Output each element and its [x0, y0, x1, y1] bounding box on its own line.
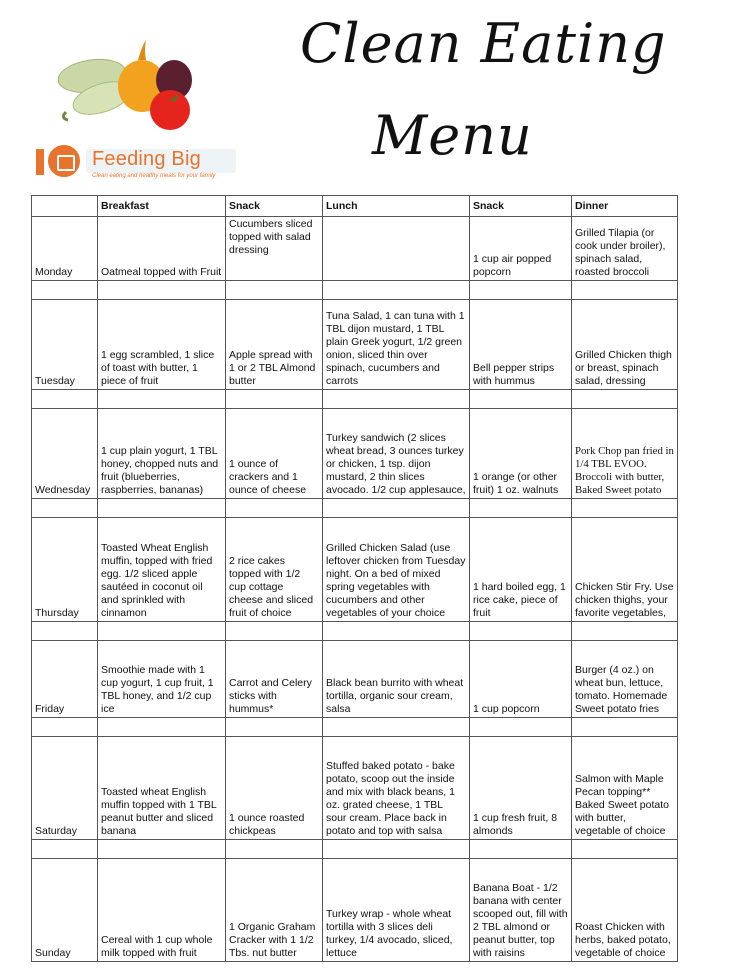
spacer-row [32, 281, 678, 300]
snack2-cell: 1 orange (or other fruit) 1 oz. walnuts [470, 409, 572, 499]
page-title-line2: Menu [372, 104, 533, 167]
brand-fork-icon [36, 149, 44, 175]
snack1-cell: 1 ounce of crackers and 1 ounce of cheese [226, 409, 323, 499]
snack2-cell: Bell pepper strips with hummus [470, 300, 572, 390]
snack1-cell: Apple spread with 1 or 2 TBL Almond butter [226, 300, 323, 390]
snack1-cell: 2 rice cakes topped with 1/2 cup cottage cheese and sliced fruit of choice [226, 518, 323, 622]
brand-tagline: Clean eating and healthy meals for your family [92, 173, 216, 179]
vegetables-illustration [52, 34, 212, 134]
header-lunch: Lunch [323, 196, 470, 217]
header-day [32, 196, 98, 217]
brand-name: Feeding Big [92, 148, 201, 170]
tomato-icon [150, 90, 190, 130]
dinner-cell: Grilled Chicken thigh or breast, spinach salad, dressing [572, 300, 678, 390]
lunch-cell: Turkey wrap - whole wheat tortilla with 3 slices deli turkey, 1/4 avocado, sliced, lettuce [323, 859, 470, 962]
snack1-cell: Cucumbers sliced topped with salad dressing [226, 217, 323, 281]
breakfast-cell: Toasted Wheat English muffin, topped with fried egg. 1/2 sliced apple sautéed in coconut oil and sprinkled with cinnamon [98, 518, 226, 622]
lunch-cell [323, 217, 470, 281]
dinner-cell: Grilled Tilapia (or cook under broiler), spinach salad, roasted broccoli [572, 217, 678, 281]
dinner-cell: Chicken Stir Fry. Use chicken thighs, your favorite vegetables, [572, 518, 678, 622]
breakfast-cell: Cereal with 1 cup whole milk topped with fruit [98, 859, 226, 962]
day-cell: Wednesday [32, 409, 98, 499]
spacer-row [32, 390, 678, 409]
dinner-cell: Burger (4 oz.) on wheat bun, lettuce, tomato. Homemade Sweet potato fries [572, 641, 678, 718]
table-header-row [32, 196, 678, 217]
brand-house-icon [48, 145, 80, 177]
breakfast-cell: Toasted wheat English muffin topped with 1 TBL peanut butter and sliced banana [98, 737, 226, 840]
day-cell: Saturday [32, 737, 98, 840]
lunch-cell: Turkey sandwich (2 slices wheat bread, 3 ounces turkey or chicken, 1 tsp. dijon mustard, 2 thin slices avocado. 1/2 cup applesauce, [323, 409, 470, 499]
header-snack-1: Snack [226, 196, 323, 217]
snack2-cell: 1 cup air popped popcorn [470, 217, 572, 281]
spacer-row [32, 499, 678, 518]
spacer-row [32, 718, 678, 737]
day-cell: Friday [32, 641, 98, 718]
breakfast-cell: 1 cup plain yogurt, 1 TBL honey, chopped nuts and fruit (blueberries, raspberries, bananas) [98, 409, 226, 499]
day-cell: Thursday [32, 518, 98, 622]
table-row [32, 641, 678, 718]
day-cell: Tuesday [32, 300, 98, 390]
snack1-cell: 1 Organic Graham Cracker with 1 1/2 Tbs. nut butter [226, 859, 323, 962]
header-breakfast: Breakfast [98, 196, 226, 217]
lunch-cell: Tuna Salad, 1 can tuna with 1 TBL dijon mustard, 1 TBL plain Greek yogurt, 1/2 green onion, sliced thin over spinach, cucumbers and carrots [323, 300, 470, 390]
table-row [32, 518, 678, 622]
header-snack-2: Snack [470, 196, 572, 217]
spacer-row [32, 622, 678, 641]
day-cell: Monday [32, 217, 98, 281]
lunch-cell: Black bean burrito with wheat tortilla, organic sour cream, salsa [323, 641, 470, 718]
snack1-cell: Carrot and Celery sticks with hummus* [226, 641, 323, 718]
day-cell: Sunday [32, 859, 98, 962]
dinner-cell: Salmon with Maple Pecan topping** Baked Sweet potato with butter, vegetable of choice [572, 737, 678, 840]
snack1-cell: 1 ounce roasted chickpeas [226, 737, 323, 840]
brand-logo [36, 145, 226, 181]
breakfast-cell: Smoothie made with 1 cup yogurt, 1 cup fruit, 1 TBL honey, and 1/2 cup ice [98, 641, 226, 718]
header-dinner: Dinner [572, 196, 678, 217]
table-row [32, 300, 678, 390]
snack2-cell: Banana Boat - 1/2 banana with center scooped out, fill with 2 TBL almond or peanut butter, top with raisins [470, 859, 572, 962]
table-row [32, 217, 678, 281]
dinner-cell: Roast Chicken with herbs, baked potato, vegetable of choice [572, 859, 678, 962]
page-title-line1: Clean Eating [300, 12, 667, 75]
table-row [32, 859, 678, 962]
menu-table [31, 195, 678, 962]
table-row [32, 409, 678, 499]
lunch-cell: Stuffed baked potato - bake potato, scoop out the inside and mix with black beans, 1 oz. grated cheese, 1 TBL sour cream. Place back in potato and top with salsa [323, 737, 470, 840]
snack2-cell: 1 cup fresh fruit, 8 almonds [470, 737, 572, 840]
spacer-row [32, 840, 678, 859]
table-row [32, 737, 678, 840]
snack2-cell: 1 cup popcorn [470, 641, 572, 718]
snack2-cell: 1 hard boiled egg, 1 rice cake, piece of fruit [470, 518, 572, 622]
breakfast-cell: Oatmeal topped with Fruit [98, 217, 226, 281]
breakfast-cell: 1 egg scrambled, 1 slice of toast with butter, 1 piece of fruit [98, 300, 226, 390]
lunch-cell: Grilled Chicken Salad (use leftover chicken from Tuesday night. On a bed of mixed spring vegetables with cucumbers and other vegetables of your choice [323, 518, 470, 622]
dinner-cell: Pork Chop pan fried in 1/4 TBL EVOO. Broccoli with butter, Baked Sweet potato [572, 409, 678, 499]
